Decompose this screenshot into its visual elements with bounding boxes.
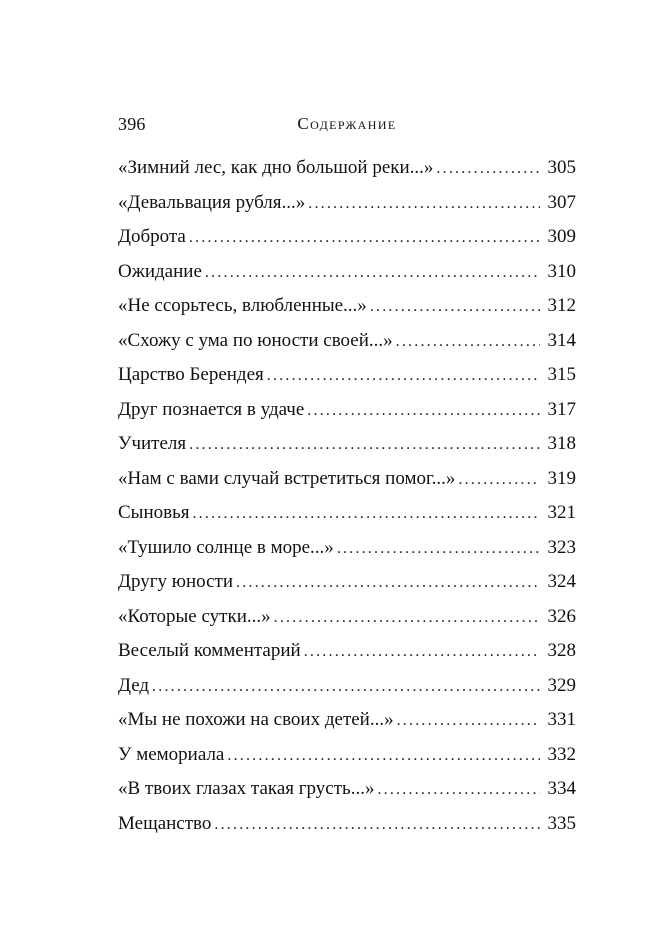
- dot-leader: [337, 535, 540, 563]
- dot-leader: [189, 431, 540, 459]
- toc-entry-page: 319: [547, 467, 576, 489]
- toc-entry-title: «Зимний лес, как дно большой реки...»: [118, 157, 434, 178]
- toc-entry-page: 317: [547, 398, 576, 420]
- toc-entry-title: «Нам с вами случай встретиться помог...»: [118, 467, 456, 489]
- toc-entry-title: «Не ссорьтесь, влюбленные...»: [118, 295, 367, 316]
- toc-entry-page: 309: [547, 226, 576, 247]
- table-of-contents: [118, 154, 576, 844]
- toc-entry: [118, 154, 576, 189]
- dot-leader: [274, 604, 540, 632]
- toc-entry-page: 328: [547, 640, 576, 661]
- dot-leader: [267, 362, 540, 390]
- toc-entry-title: «Девальвация рубля...»: [118, 191, 306, 213]
- toc-entry-title: Дед: [118, 674, 150, 696]
- dot-leader: [307, 397, 540, 425]
- toc-entry-page: 318: [547, 433, 576, 454]
- dot-leader: [214, 811, 540, 839]
- toc-entry: [118, 775, 576, 810]
- dot-leader: [396, 328, 540, 356]
- toc-entry: [118, 603, 576, 638]
- dot-leader: [370, 293, 540, 321]
- dot-leader: [397, 707, 540, 735]
- toc-entry-page: 323: [547, 536, 576, 558]
- dot-leader: [152, 673, 540, 701]
- toc-entry-page: 312: [547, 295, 576, 316]
- toc-entry-title: Друг познается в удаче: [118, 398, 305, 420]
- toc-entry-title: Веселый комментарий: [118, 640, 301, 661]
- toc-entry-page: 332: [547, 743, 576, 765]
- toc-entry-page: 331: [547, 709, 576, 730]
- toc-entry-title: Сыновья: [118, 502, 190, 523]
- toc-entry-page: 305: [547, 157, 576, 178]
- toc-entry-page: 335: [547, 812, 576, 834]
- toc-entry: [118, 465, 576, 500]
- toc-entry-title: «Схожу с ума по юности своей...»: [118, 329, 393, 351]
- toc-entry-title: Другу юности: [118, 571, 233, 592]
- toc-entry: [118, 327, 576, 362]
- toc-entry-page: 326: [547, 605, 576, 627]
- toc-entry: [118, 741, 576, 776]
- toc-entry-title: Доброта: [118, 226, 186, 247]
- toc-entry: [118, 534, 576, 569]
- dot-leader: [236, 569, 540, 597]
- dot-leader: [458, 466, 540, 494]
- toc-entry: [118, 396, 576, 431]
- toc-entry: [118, 189, 576, 224]
- toc-entry: [118, 706, 576, 741]
- dot-leader: [227, 742, 540, 770]
- toc-entry: [118, 499, 576, 534]
- toc-entry-page: 315: [547, 364, 576, 385]
- toc-entry: [118, 223, 576, 258]
- page-number: 396: [118, 114, 146, 134]
- toc-entry-title: «Мы не похожи на своих детей...»: [118, 709, 394, 730]
- toc-entry-title: Царство Берендея: [118, 364, 264, 385]
- running-title: Содержание: [297, 114, 397, 133]
- toc-entry: [118, 258, 576, 293]
- toc-entry: [118, 810, 576, 845]
- toc-entry: [118, 361, 576, 396]
- toc-entry-page: 321: [547, 502, 576, 523]
- toc-entry: [118, 672, 576, 707]
- toc-entry-title: Мещанство: [118, 812, 212, 834]
- toc-entry: [118, 430, 576, 465]
- toc-entry-title: «В твоих глазах такая грусть...»: [118, 778, 375, 799]
- toc-entry: [118, 637, 576, 672]
- dot-leader: [205, 259, 540, 287]
- toc-entry-title: Ожидание: [118, 260, 202, 282]
- toc-entry-title: Учителя: [118, 433, 187, 454]
- dot-leader: [436, 155, 540, 183]
- toc-entry-page: 310: [547, 260, 576, 282]
- toc-entry-title: У мемориала: [118, 743, 225, 765]
- toc-entry-page: 334: [547, 778, 576, 799]
- toc-entry-page: 307: [547, 191, 576, 213]
- dot-leader: [192, 500, 540, 528]
- toc-entry-title: «Тушило солнце в море...»: [118, 536, 334, 558]
- dot-leader: [304, 638, 540, 666]
- toc-entry: [118, 568, 576, 603]
- dot-leader: [189, 224, 540, 252]
- toc-entry-page: 324: [547, 571, 576, 592]
- toc-entry-title: «Которые сутки...»: [118, 605, 271, 627]
- toc-entry-page: 314: [547, 329, 576, 351]
- dot-leader: [377, 776, 540, 804]
- toc-entry: [118, 292, 576, 327]
- page-header: [118, 110, 576, 138]
- dot-leader: [308, 190, 540, 218]
- toc-entry-page: 329: [547, 674, 576, 696]
